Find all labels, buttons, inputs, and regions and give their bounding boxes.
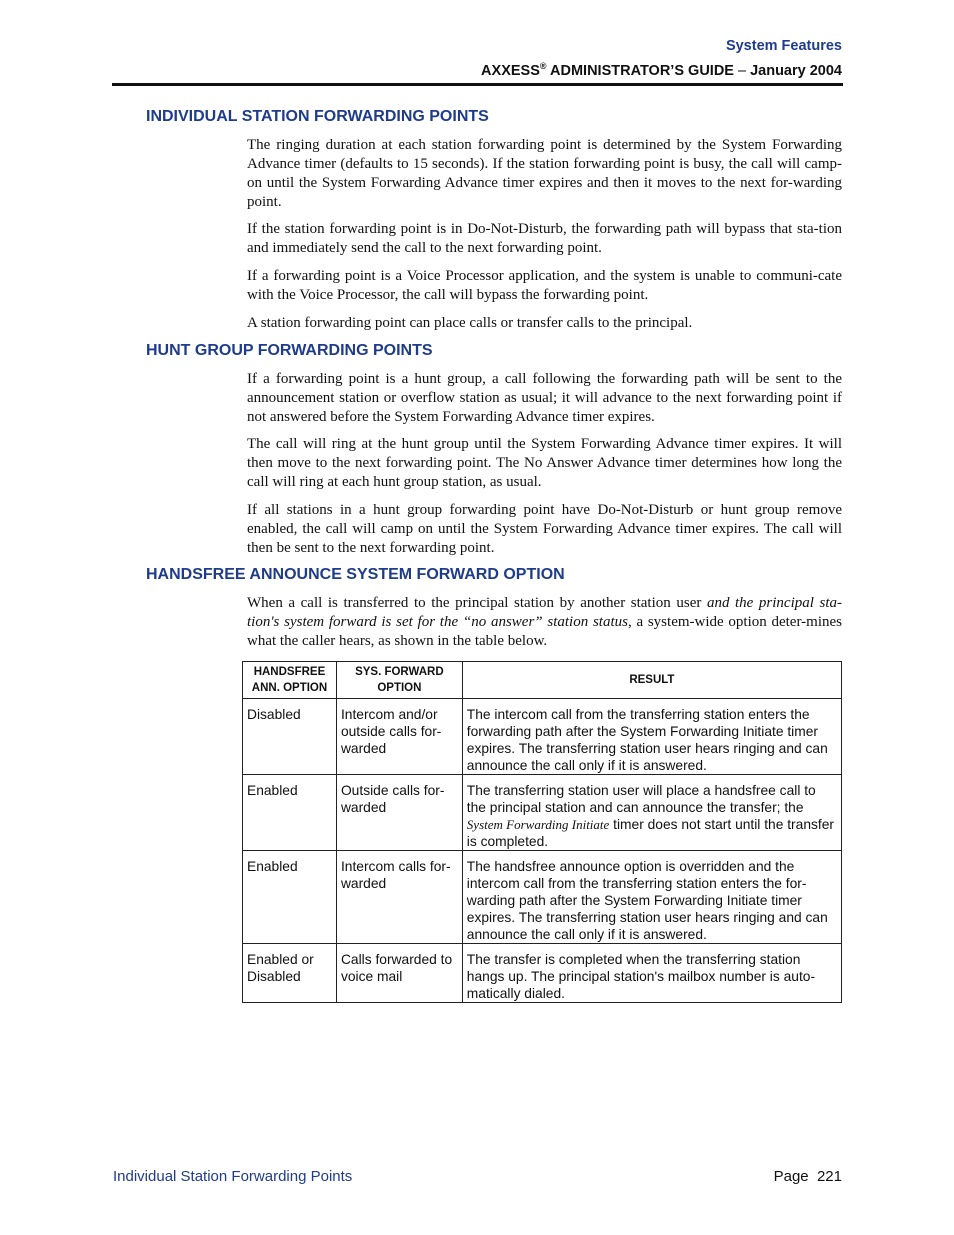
column-header: RESULT: [462, 662, 841, 699]
table-row: [243, 944, 842, 1003]
intro-text: When a call is transferred to the principal station by another station user: [247, 595, 707, 611]
table-cell: Intercom calls for-warded: [336, 851, 462, 944]
page-number: Page 221: [773, 1168, 842, 1185]
paragraph: If the station forwarding point is in Do-Not-Disturb, the forwarding path will bypass that sta-tion and immediately send the call to the next forwarding point.: [247, 221, 842, 256]
paragraph-intro: [247, 594, 842, 651]
guide-dash: –: [733, 62, 751, 79]
handsfree-option-table: [242, 661, 842, 1003]
table-cell: The handsfree announce option is overridden and the intercom call from the transferring station enters the for-warding path after the System Forwarding Initiate timer expires. The transferring station user hears ringing and can announce the call only if it is answered.: [462, 851, 841, 944]
header-section-title: System Features: [725, 38, 842, 54]
paragraph: The ringing duration at each station forwarding point is determined by the System Forwarding Advance timer (defaults to 15 seconds). If the station forwarding point is busy, the call will camp-on until the System Forwarding Advance timer expires and then it moves to the next for-warding point.: [247, 137, 842, 210]
table-cell: Calls forwarded to voice mail: [336, 944, 462, 1003]
table-row: [243, 851, 842, 944]
registered-mark: ®: [539, 61, 547, 71]
cell-italic: System Forwarding Initiate: [466, 817, 610, 832]
table-row: [243, 699, 842, 775]
table-row: [243, 775, 842, 851]
intro-text-end: , a system-wide option deter-mines what the caller hears, as shown in the table below.: [247, 614, 842, 649]
column-header: SYS. FORWARD OPTION: [336, 662, 462, 699]
paragraph: A station forwarding point can place calls or transfer calls to the principal.: [247, 315, 693, 331]
table-header-row: [243, 662, 842, 699]
table-cell: The intercom call from the transferring station enters the forwarding path after the System Forwarding Initiate timer expires. The transferring station user hears ringing and can announce the call only if it is answered.: [462, 699, 841, 775]
running-header: [113, 36, 842, 81]
header-rule: [112, 83, 843, 86]
paragraph: If a forwarding point is a hunt group, a call following the forwarding path will be sent to the announcement station or overflow station as usual; it will advance to the next forwarding point if not answered before the System Forwarding Advance timer expires.: [247, 371, 842, 425]
table-cell: Enabled: [243, 851, 337, 944]
cell-text: The transferring station user will place a handsfree call to the principal station and can announce the transfer; the: [466, 783, 816, 815]
table-cell: [462, 775, 841, 851]
paragraph: If all stations in a hunt group forwarding point have Do-Not-Disturb or hunt group remove enabled, the call will camp on until the System Forwarding Advance timer expires. The call will then be sent to the next forwarding point.: [247, 502, 842, 556]
cell-text-end: timer does not start until the transfer is completed.: [466, 817, 834, 849]
paragraph: If a forwarding point is a Voice Processor application, and the system is unable to communi-cate with the Voice Processor, the call will bypass the forwarding point.: [247, 268, 842, 303]
table-cell: Intercom and/or outside calls for-warded: [336, 699, 462, 775]
guide-name: ADMINISTRATOR’S GUIDE: [546, 62, 734, 79]
column-header: HANDSFREE ANN. OPTION: [243, 662, 337, 699]
section-heading-individual-station: INDIVIDUAL STATION FORWARDING POINTS: [146, 108, 489, 125]
section-heading-handsfree: HANDSFREE ANNOUNCE SYSTEM FORWARD OPTION: [146, 566, 565, 583]
intro-italic: and the principal sta-tion's system forward is set for the “no answer” station status: [247, 595, 843, 630]
footer-section-title: Individual Station Forwarding Points: [113, 1168, 353, 1185]
header-guide-title: [113, 56, 842, 81]
table-cell: Outside calls for-warded: [336, 775, 462, 851]
table-cell: The transfer is completed when the transferring station hangs up. The principal station's mailbox number is auto-matically dialed.: [462, 944, 841, 1003]
guide-brand: AXXESS: [481, 62, 540, 79]
section-heading-hunt-group: HUNT GROUP FORWARDING POINTS: [146, 342, 433, 359]
table-cell: Enabled: [243, 775, 337, 851]
table-cell: Enabled or Disabled: [243, 944, 337, 1003]
paragraph: The call will ring at the hunt group until the System Forwarding Advance timer expires. It will then move to the next forwarding point. The No Answer Advance timer determines how long the call will ring at each hunt group station, as usual.: [247, 436, 842, 490]
table-cell: Disabled: [243, 699, 337, 775]
guide-date: January 2004: [750, 62, 842, 79]
